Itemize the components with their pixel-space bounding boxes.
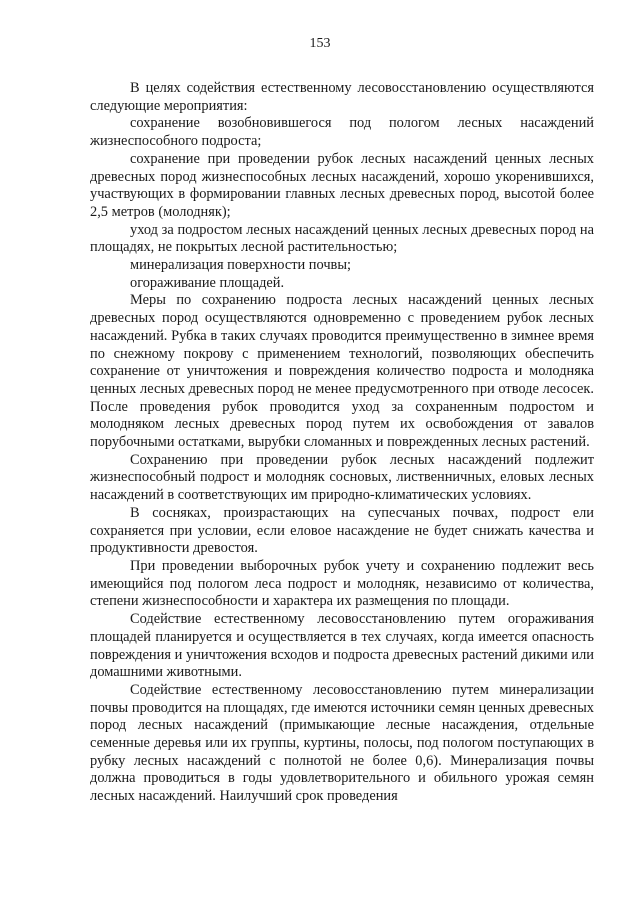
paragraph: Сохранению при проведении рубок лесных насаждений подлежит жизнеспособный подрост и молодняк сосновых, лиственничных, еловых лесных насаждений в соответствующих им природно-климатических условиях. [90,451,594,504]
paragraph: Содействие естественному лесовосстановлению путем минерализации почвы проводится на площадях, где имеются источники семян ценных древесных пород лесных насаждений (примыкающие лесные насаждения, отдельные семенные деревья или их группы, куртины, полосы, под пологом поступающих в рубку лесных насаждений с полнотой не более 0,6). Минерализация почвы должна проводиться в годы удовлетворительного и обильного урожая семян лесных насаждений. Наилучший срок проведения [90,681,594,805]
paragraph: уход за подростом лесных насаждений ценных лесных древесных пород на площадях, не покрытых лесной растительностью; [90,221,594,256]
paragraph: При проведении выборочных рубок учету и сохранению подлежит весь имеющийся под пологом леса подрост и молодняк, независимо от количества, степени жизнеспособности и характера их размещения по площади. [90,557,594,610]
paragraph: В целях содействия естественному лесовосстановлению осуществляются следующие мероприятия: [90,80,594,114]
paragraph: Меры по сохранению подроста лесных насаждений ценных лесных древесных пород осуществляются одновременно с проведением рубок лесных насаждений. Рубка в таких случаях проводится преимущественно в зимнее время по снежному покрову с применением технологий, позволяющих обеспечить сохранение от уничтожения и повреждения количество подроста и молодняка ценных лесных древесных пород не менее предусмотренного при отводе лесосек. После проведения рубок проводится уход за сохраненным подростом и молодняком лесных древесных пород путем их освобождения от завалов порубочными остатками, вырубки сломанных и поврежденных лесных растений. [90,292,594,451]
page-number: 153 [309,36,331,51]
paragraph: Содействие естественному лесовосстановлению путем огораживания площадей планируется и осуществляется в тех случаях, когда имеется опасность повреждения и уничтожения всходов и подроста древесных растений дикими или домашними животными. [90,611,594,681]
paragraph: сохранение при проведении рубок лесных насаждений ценных лесных древесных пород жизнеспособных лесных насаждений, хорошо укоренившихся, участвующих в формировании главных лесных древесных пород, высотой более 2,5 метров (молодняк); [90,150,594,220]
paragraph: огораживание площадей. [130,274,285,291]
paragraph: В сосняках, произрастающих на супесчаных почвах, подрост ели сохраняется при условии, если еловое насаждение не будет снижать качества и продуктивности древостоя. [90,504,594,557]
paragraph: минерализация поверхности почвы; [130,257,352,274]
body-text [90,80,594,806]
paragraph: сохранение возобновившегося под пологом лесных насаждений жизнеспособного подроста; [90,115,594,150]
